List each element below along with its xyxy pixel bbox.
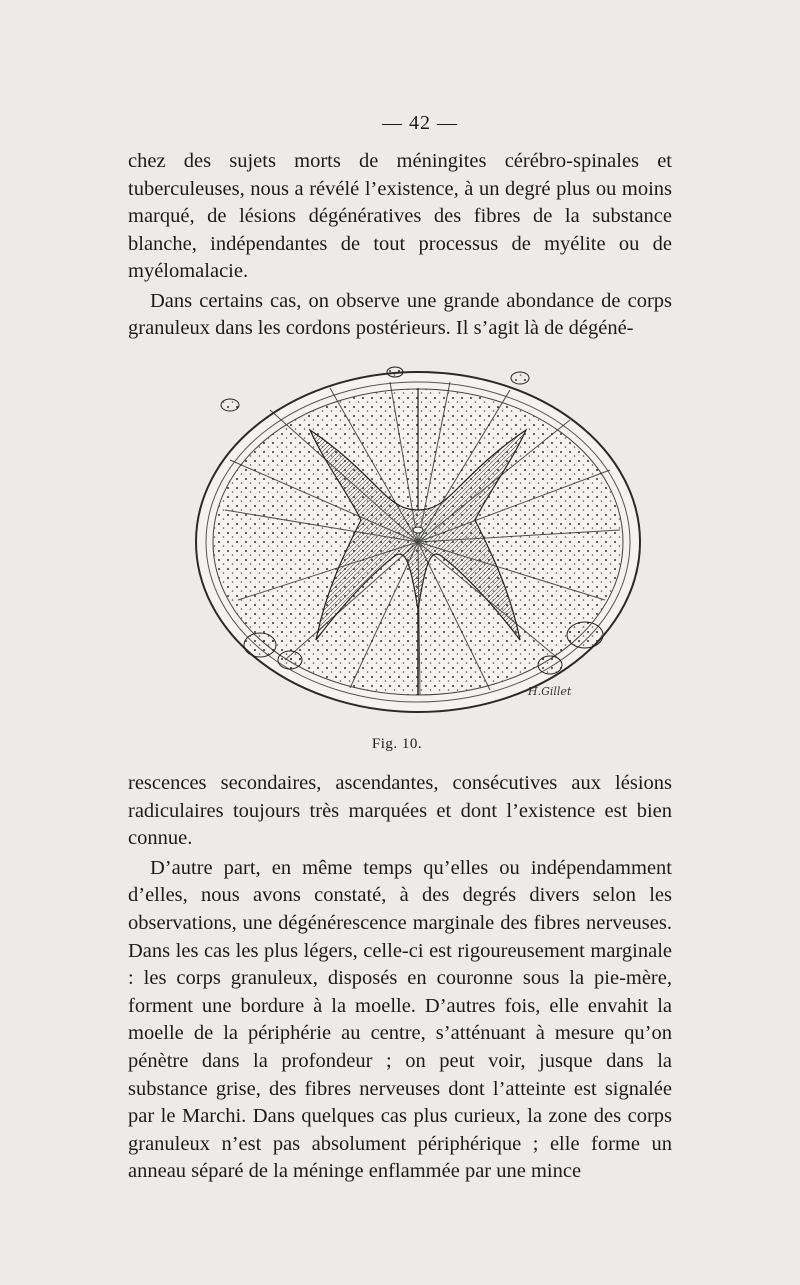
paragraph: rescences secondaires, ascendantes, consécutives aux lésions radiculaires toujours très marquées et dont l’existence est bien connue. [128,772,672,850]
figure-caption [0,736,800,753]
page-number-text: — 42 — [382,112,458,134]
paragraph: Dans certains cas, on observe une grande abondance de corps granuleux dans les cordons postérieurs. Il s’agit là de dégéné- [128,289,672,339]
paragraph: chez des sujets morts de méningites cérébro-spinales et tuberculeuses, nous a révélé l’existence, à un degré plus ou moins marqué, de lésions dégénératives des fibres de la substance blanche, indépendantes de tout processus de myélite ou de myélomalacie. [128,150,672,282]
spinal-cord-cross-section-figure [190,360,650,730]
artist-signature: H.Gillet [528,685,572,698]
figure-caption-text: Fig. 10. [371,736,423,752]
text-block-bottom [128,770,672,1186]
paragraph: D’autre part, en même temps qu’elles ou indépendamment d’elles, nous avons constaté, à des degrés divers selon les observations, une dégénérescence marginale des fibres nerveuses. Dans les cas les plus légers, celle-ci est rigoureusement marginale : les corps granuleux, disposés en couronne sous la pie-mère, forment une bordure à la moelle. D’autres fois, elle envahit la moelle de la périphérie au centre, s’atténuant à mesure qu’on pénètre dans la profondeur ; on peut voir, jusque dans la substance grise, des fibres nerveuses dont l’atteinte est signalée par le Marchi. Dans quelques cas plus curieux, la zone des corps granuleux n’est pas absolument périphérique ; elle forme un anneau séparé de la méninge enflammée par une mince [128,856,672,1183]
text-block-top [128,148,672,343]
